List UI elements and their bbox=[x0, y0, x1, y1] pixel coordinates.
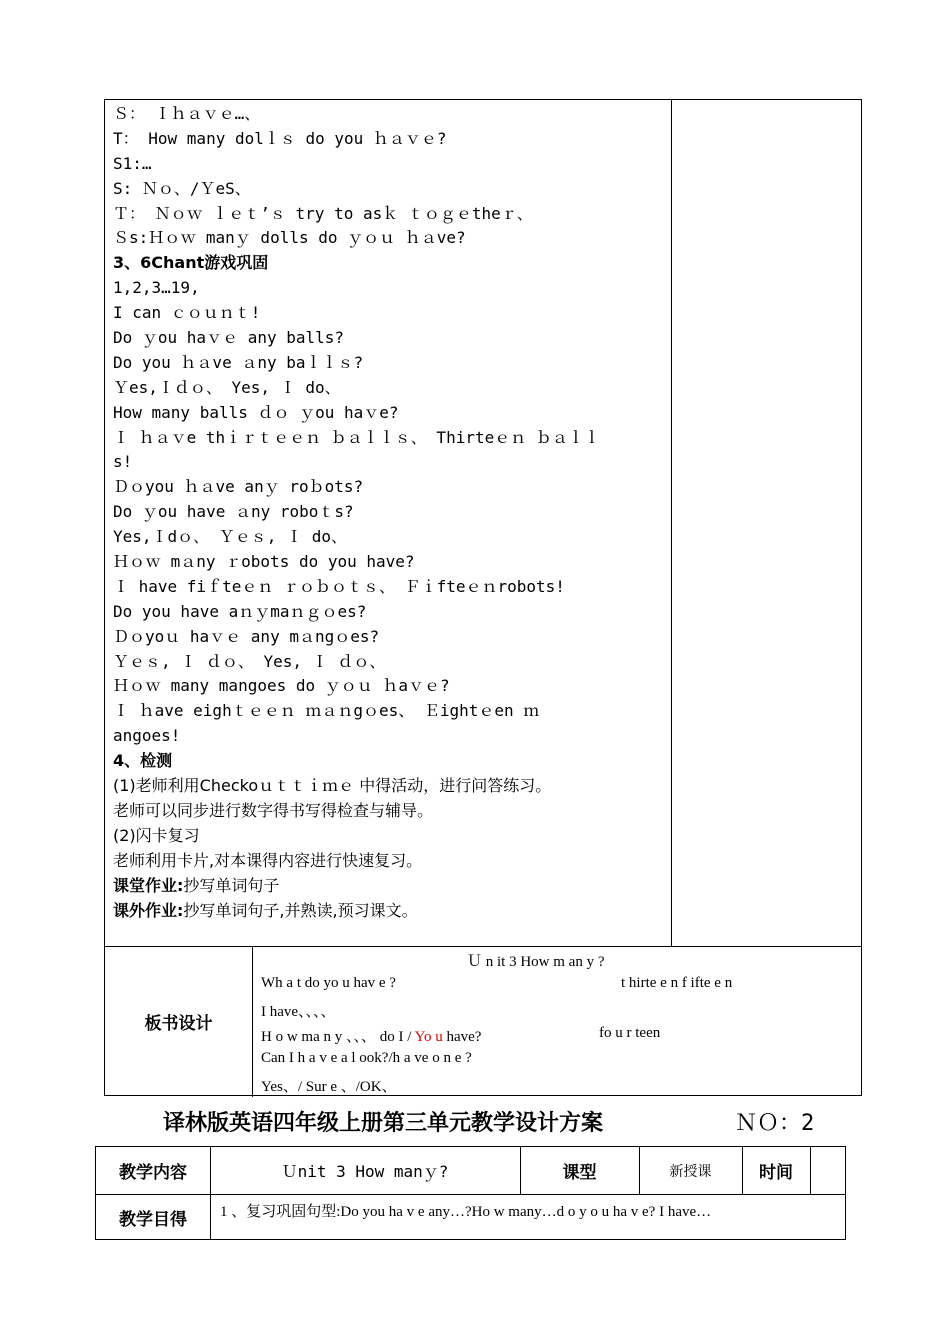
board-line-5: Yes、/ Sur e 、/OK、 bbox=[261, 1079, 397, 1095]
board-line-3a: H o w ma n y 、、、 do I / bbox=[261, 1029, 412, 1045]
lesson-line: s! bbox=[113, 452, 133, 472]
lesson-line: I can ｃｏｕｎｔ! bbox=[113, 303, 261, 323]
lesson-line: T： How many dolｌｓ do you ｈａｖｅ? bbox=[113, 128, 447, 148]
lesson-line-text: 抄写单词句子 bbox=[183, 875, 280, 895]
lesson-line: 老师利用卡片,对本课得内容进行快速复习。 bbox=[113, 850, 423, 870]
board-line-1: Wh a t do yo u hav e ? bbox=[261, 975, 396, 991]
lesson-line bbox=[113, 899, 665, 924]
lesson-line: Ｈｏｗ many mangoes do ｙｏｕ ｈaｖｅ? bbox=[113, 676, 450, 696]
board-design bbox=[261, 948, 861, 1096]
lesson-line: (1)老师利用Checkoｕｔｔｉｍｅ 中得活动，进行问答练习。 bbox=[113, 776, 552, 796]
lesson-line: Do ｙou haｖｅ any balls? bbox=[113, 328, 345, 348]
board-numbers-1: t hirte e n f ifte e n bbox=[621, 975, 733, 991]
lesson-line: Ｈｏｗ mａny ｒobots do you have? bbox=[113, 552, 415, 572]
board-line-4: Can I h a v e a l ook?/h a ve o n e ? bbox=[261, 1050, 472, 1066]
board-numbers-2: fo u r teen bbox=[599, 1025, 661, 1041]
column-divider bbox=[671, 100, 672, 946]
lesson-line: How many balls ｄｏ ｙou haｖe? bbox=[113, 402, 399, 422]
content-value: Ｕnit 3 How manｙ? bbox=[281, 1162, 449, 1181]
lesson-line: Ｉ ｈａｖe thｉｒｔｅｅｎ ｂａｌｌｓ、 Thirteｅｎ ｂａｌｌ bbox=[113, 427, 600, 447]
lesson-line: Ｙes,Ｉｄｏ、 Yes, Ｉ do、 bbox=[113, 377, 341, 397]
lesson-line-heading: 课堂作业: bbox=[113, 875, 184, 895]
lesson-line: Ｄｏyoｕ haｖｅ any mａngｏes? bbox=[113, 626, 380, 646]
goal-value: 1 、复习巩固句型:Do you ha v e any…?Ho w many…d o y o u ha v e? I have… bbox=[220, 1204, 712, 1220]
info-table bbox=[95, 1146, 846, 1240]
lesson-line: 4、检测 bbox=[113, 751, 173, 771]
lesson-line: Ｉ ｈave eighｔｅｅｎ ｍａｎgｏes、 Ｅightｅen ｍ bbox=[113, 701, 540, 721]
board-line-2: I have、、、、 bbox=[261, 1004, 336, 1020]
lesson-line: Do ｙou have ａny roboｔs? bbox=[113, 502, 354, 522]
lesson-procedure bbox=[113, 102, 665, 923]
lesson-line: Ｄｏyou ｈａve anｙ roｂots? bbox=[113, 477, 364, 497]
lesson-line bbox=[113, 874, 665, 899]
board-line-3 bbox=[261, 1025, 481, 1046]
lesson-line: 3、6Chant游戏巩固 bbox=[113, 253, 269, 273]
time-label: 时间 bbox=[759, 1163, 793, 1183]
lesson-line: Ｉ have fiｆteｅｎ ｒｏｂｏｔｓ、 Ｆｉfteｅｎrobots! bbox=[113, 576, 565, 596]
lesson-line: (2)闪卡复习 bbox=[113, 825, 200, 845]
lesson-line: S: Ｎｏ、/ＹeS、 bbox=[113, 178, 251, 198]
lesson-line-heading: 课外作业: bbox=[113, 900, 184, 920]
title-number: ＮＯ：2 bbox=[735, 1111, 815, 1136]
lesson-line: Ｓ： Ｉｈａｖｅ…、 bbox=[113, 104, 261, 123]
lesson-line: 1,2,3…19, bbox=[113, 278, 200, 298]
board-divider bbox=[252, 946, 253, 1097]
page-title bbox=[163, 1106, 843, 1140]
lesson-line-text: 抄写单词句子,并熟读,预习课文。 bbox=[183, 900, 418, 920]
lesson-line: Do you ｈａve ａny baｌｌｓ? bbox=[113, 352, 364, 372]
goal-label: 教学目得 bbox=[119, 1209, 187, 1230]
content-label: 教学内容 bbox=[119, 1163, 187, 1183]
board-design-label: 板书设计 bbox=[144, 1014, 213, 1034]
lesson-line: Ｓs:Ｈｏｗ manｙ dolls do ｙｏｕ ｈａve? bbox=[113, 228, 466, 248]
board-line-3-red: Yo u bbox=[414, 1029, 443, 1045]
lesson-line: Yes,Ｉdｏ、 Ｙｅｓ, Ｉ do、 bbox=[113, 527, 347, 547]
lesson-line: 老师可以同步进行数字得书写得检查与辅导。 bbox=[113, 800, 434, 820]
board-title: Ｕ n it 3 How m an y ? bbox=[467, 954, 605, 970]
type-label: 课型 bbox=[562, 1163, 597, 1183]
lesson-line: Ｔ： Ｎｏｗ ｌｅｔ’ｓ try to asｋ ｔｏｇｅtheｒ、 bbox=[113, 203, 533, 223]
lesson-line: Do you have aｎｙmaｎｇｏes? bbox=[113, 601, 367, 621]
board-line-3b: have? bbox=[446, 1029, 482, 1045]
lesson-line: S1:… bbox=[113, 153, 152, 173]
type-value: 新授课 bbox=[669, 1163, 712, 1180]
time-value bbox=[810, 1147, 845, 1194]
title-main: 译林版英语四年级上册第三单元教学设计方案 bbox=[163, 1111, 604, 1136]
lesson-line: angoes! bbox=[113, 726, 181, 746]
lesson-line: Ｙｅｓ, Ｉ ｄｏ、 Yes, Ｉ ｄｏ、 bbox=[113, 651, 386, 671]
lesson-table bbox=[104, 99, 862, 1096]
